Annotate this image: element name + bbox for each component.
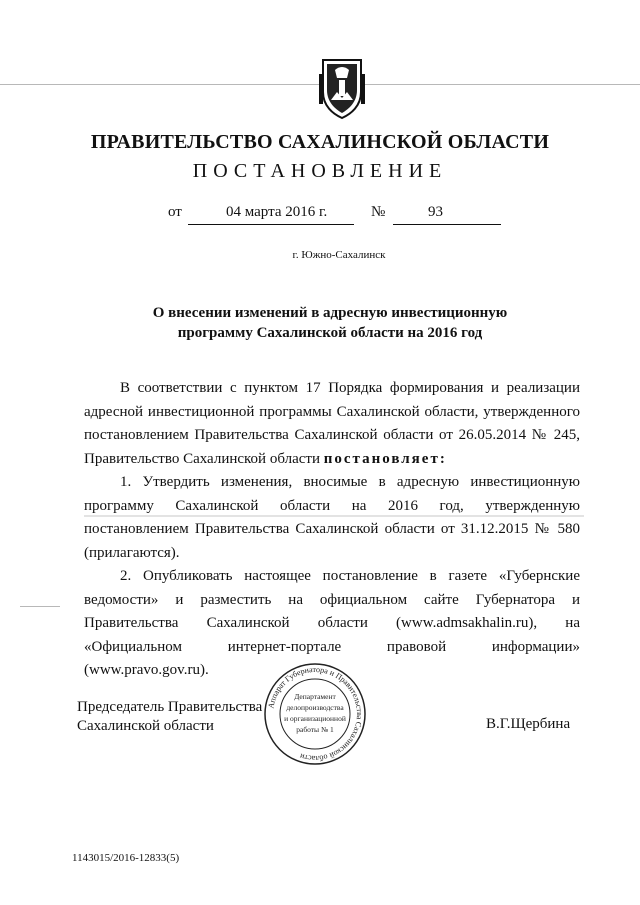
document-number: 93 — [428, 204, 443, 220]
document-date: 04 марта 2016 г. — [226, 204, 328, 220]
date-underline — [188, 224, 354, 225]
government-title: ПРАВИТЕЛЬСТВО САХАЛИНСКОЙ ОБЛАСТИ — [90, 131, 550, 153]
document-body — [84, 377, 580, 683]
signer-position-line-2: Сахалинской области — [77, 718, 214, 734]
stamp-center-line-1: Департамент — [294, 692, 336, 701]
official-stamp — [263, 662, 367, 766]
paragraph-item-1: 1. Утвердить изменения, вносимые в адресную инвестиционную программу Сахалинской области на 2016 год, утвержденную постановлением Правительства Сахалинской области от 31.12.2015 № 580 (прилагаются). — [84, 474, 580, 561]
scan-artifact-line — [20, 606, 60, 607]
subject-line-2: программу Сахалинской области на 2016 год — [177, 325, 483, 341]
coat-of-arms-emblem — [317, 56, 367, 120]
document-type-heading: ПОСТАНОВЛЕНИЕ — [192, 160, 448, 182]
city-line: г. Южно-Сахалинск — [292, 249, 386, 261]
stamp-ring-text: Аппарат Губернатора и Правительства Сахалинской области — [266, 664, 365, 764]
date-prefix: от — [168, 204, 182, 220]
document-subject — [0, 303, 640, 343]
stamp-center-line-4: работы № 1 — [296, 725, 334, 734]
signer-position-line-1: Председатель Правительства — [77, 699, 263, 715]
signer-position — [77, 698, 262, 736]
date-number-row — [168, 204, 528, 228]
document-registration-code: 1143015/2016-12833(5) — [72, 852, 180, 864]
subject-line-1: О внесении изменений в адресную инвестиционную — [152, 305, 508, 321]
preamble-text: В соответствии с пунктом 17 Порядка формирования и реализации адресной инвестиционной программы Сахалинской области, утвержденного постановлением Правительства Сахалинской области от 26.05.2014 № 245, Правительство Сахалинской области — [84, 380, 580, 467]
paragraph-item-2: 2. Опубликовать настоящее постановление в газете «Губернские ведомости» и разместить на официальном сайте Губернатора и Правительства Сахалинской области (www.admsakhalin.ru), на «Официальном интернет-портале правовой информации» (www.pravo.gov.ru). — [84, 568, 580, 678]
number-prefix: № — [371, 204, 386, 220]
paragraph-preamble — [84, 377, 580, 471]
stamp-center-line-2: делопроизводства — [286, 703, 344, 712]
signer-name: В.Г.Щербина — [486, 716, 571, 732]
stamp-center-line-3: и организационной — [284, 714, 346, 723]
number-underline — [393, 224, 501, 225]
resolves-keyword: постановляет: — [323, 450, 447, 467]
